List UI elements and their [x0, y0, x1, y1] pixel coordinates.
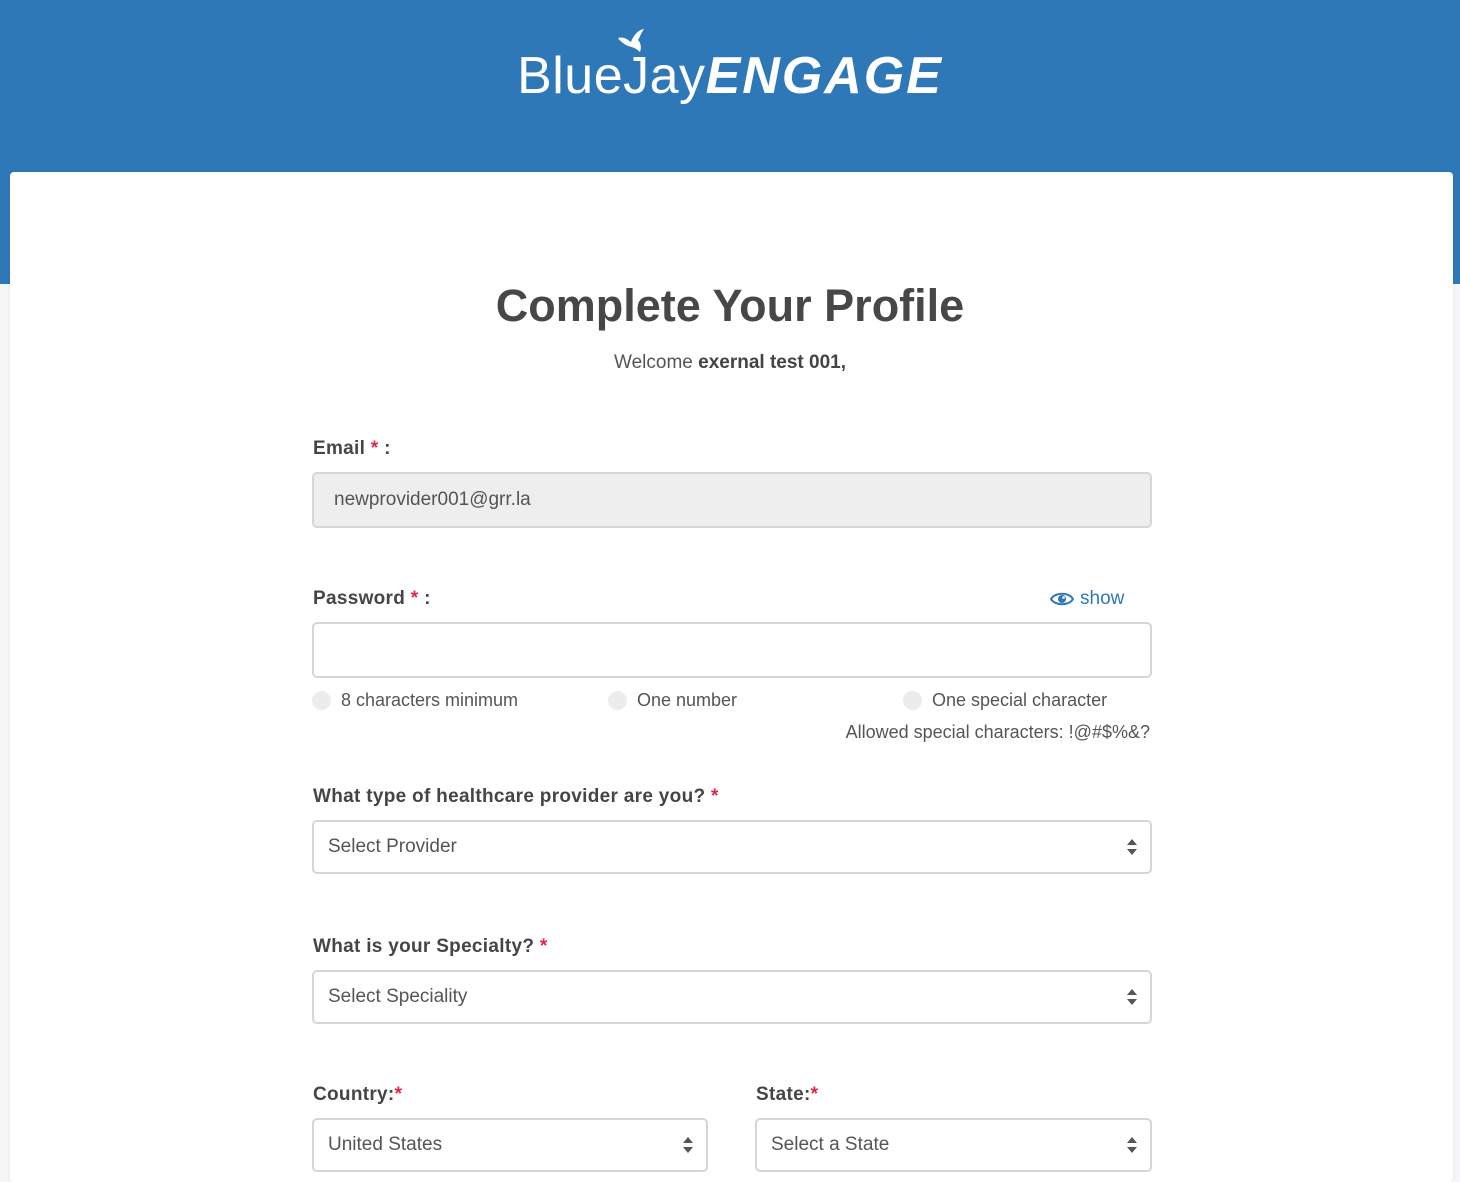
- provider-type-label: [313, 786, 719, 808]
- state-required-mark: *: [810, 1084, 819, 1105]
- provider-type-label-text: What type of healthcare provider are you?: [313, 786, 706, 807]
- country-required-mark: *: [394, 1084, 403, 1105]
- up-down-arrows-icon: [1126, 988, 1138, 1006]
- state-selected: Select a State: [771, 1134, 890, 1155]
- state-label-text: State:: [756, 1084, 811, 1105]
- logo-text-main: BlueJay: [517, 47, 706, 105]
- rule-status-dot: [903, 691, 922, 710]
- password-field[interactable]: [312, 622, 1152, 678]
- password-rule-special-text: One special character: [932, 690, 1108, 710]
- email-label-text: Email: [313, 438, 366, 459]
- bird-icon: [616, 28, 646, 54]
- provider-type-required-mark: *: [710, 786, 719, 807]
- password-rule-special: [903, 690, 1107, 711]
- email-label-colon: :: [384, 438, 391, 459]
- state-label: [756, 1084, 818, 1106]
- country-selected: United States: [328, 1134, 443, 1155]
- password-required-mark: *: [410, 588, 419, 609]
- email-label: [313, 438, 391, 460]
- up-down-arrows-icon: [1126, 838, 1138, 856]
- password-label-colon: :: [424, 588, 431, 609]
- state-select[interactable]: [755, 1118, 1152, 1172]
- bluejay-engage-logo: [0, 40, 1460, 112]
- country-label-text: Country:: [313, 1084, 395, 1105]
- country-label: [313, 1084, 402, 1106]
- show-password-toggle[interactable]: [1050, 588, 1124, 610]
- up-down-arrows-icon: [1126, 1136, 1138, 1154]
- specialty-label: [313, 936, 548, 958]
- show-password-label: show: [1080, 588, 1125, 609]
- provider-type-select[interactable]: [312, 820, 1152, 874]
- password-label: [313, 588, 431, 610]
- eye-icon: [1050, 591, 1074, 607]
- password-rule-number-text: One number: [637, 690, 738, 710]
- page-title: Complete Your Profile: [495, 280, 965, 331]
- welcome-prefix: Welcome: [614, 352, 693, 373]
- specialty-required-mark: *: [539, 936, 548, 957]
- email-value: newprovider001@grr.la: [334, 489, 531, 510]
- rule-status-dot: [608, 691, 627, 710]
- welcome-message: [0, 352, 1460, 374]
- specialty-selected: Select Speciality: [328, 986, 468, 1007]
- password-rule-length: [312, 690, 518, 711]
- up-down-arrows-icon: [682, 1136, 694, 1154]
- password-rule-number: [608, 690, 737, 711]
- email-required-mark: *: [370, 438, 379, 459]
- password-rule-length-text: 8 characters minimum: [341, 690, 519, 710]
- welcome-name: exernal test 001,: [698, 352, 846, 373]
- email-field[interactable]: [312, 472, 1152, 528]
- password-label-text: Password: [313, 588, 406, 609]
- specialty-label-text: What is your Specialty?: [313, 936, 535, 957]
- specialty-select[interactable]: [312, 970, 1152, 1024]
- logo-text-accent: ENGAGE: [705, 47, 943, 105]
- allowed-special-characters-note: Allowed special characters: !@#$%&?: [845, 722, 1150, 742]
- rule-status-dot: [312, 691, 331, 710]
- country-select[interactable]: [312, 1118, 708, 1172]
- provider-type-selected: Select Provider: [328, 836, 457, 857]
